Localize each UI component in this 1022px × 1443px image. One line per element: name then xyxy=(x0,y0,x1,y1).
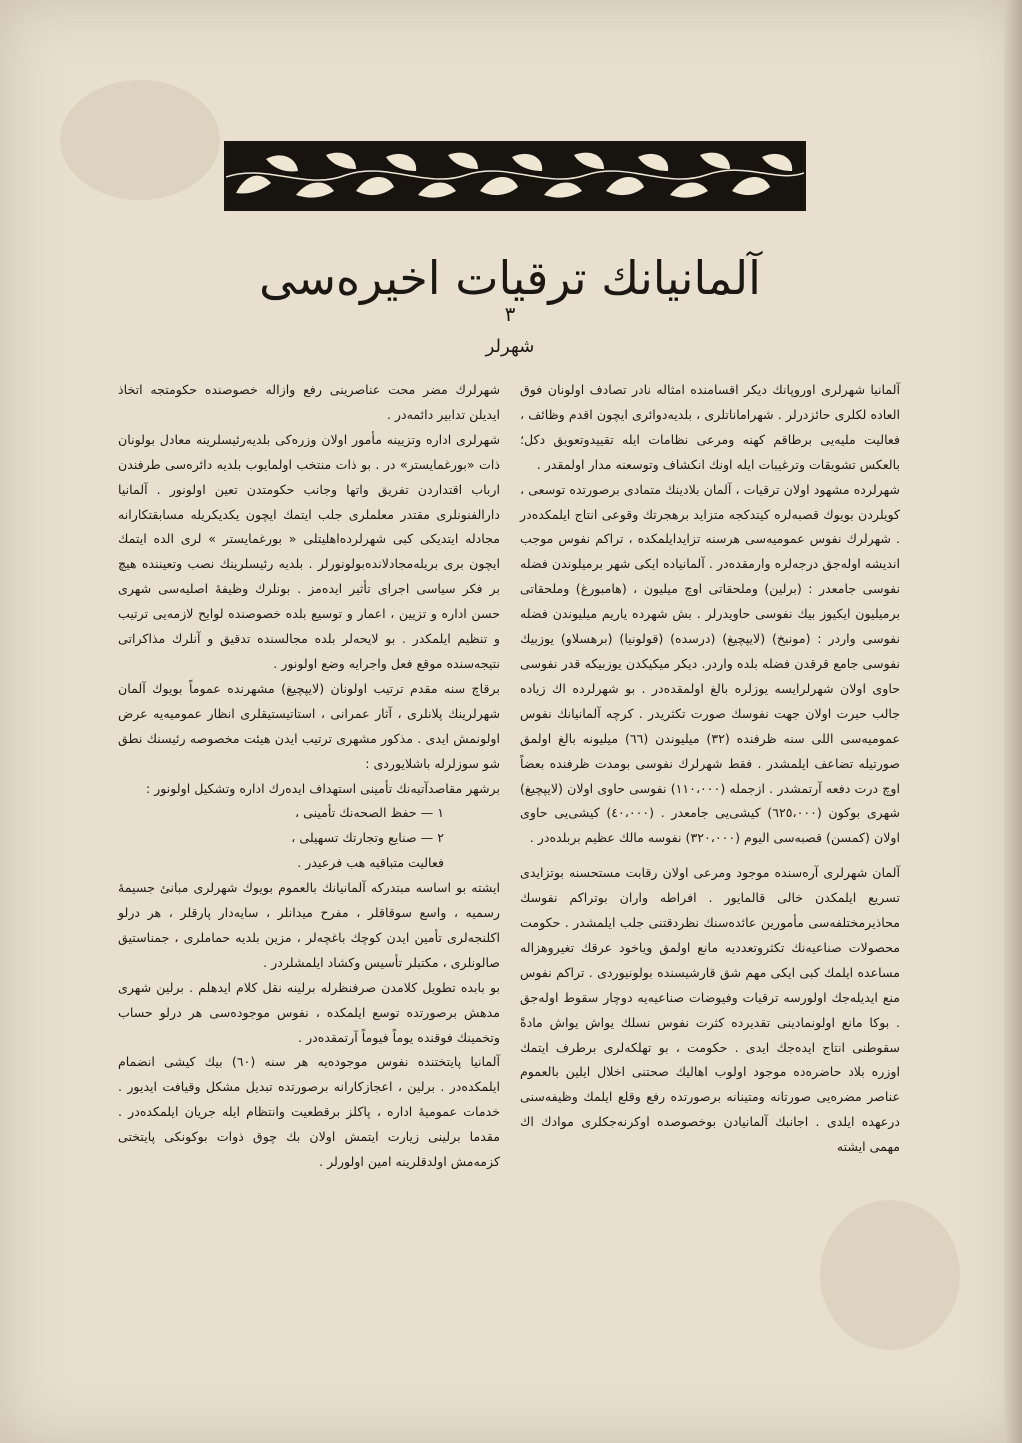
left-column xyxy=(118,378,500,1175)
article-subtitle: شهرلر xyxy=(485,336,535,357)
paragraph: آلمانيا شهرلرى اوروپانك ديكر اقسامنده امثاله نادر تصادف اولونان فوق العاده لكلرى حائزدرلر . شهراماناتلرى ، بلديه‌دوائرى ايچون اقدم وظائف ، فعاليت مليه‌يى برطاقم كهنه ومرعى نظامات ايله تقييدوتعويق دكل؛ بالعكس تشويقات وترغيبات ايله اونك انكشاف وتوسعنه مدار اولمقدر . xyxy=(520,382,900,472)
list-item: ٢ — صنايع وتجارتك تسهيلى ، xyxy=(291,830,444,846)
paragraph: آلمانيا پايتختنده نفوس موجوده‌يه هر سنه (٦٠) بيك كيشى انضمام ايلمكده‌در . برلين ، اعجازكارانه برصورتده تبديل مشكل وقيافت ايديور . خدمات عموميهٔ اداره ، پاكلز برقطعيت وانتظام ايله جريان ايلمكده‌در . مقدما برلينى زيارت ايتمش اولان بك چوق ذوات بوكونكى پايتختى كزمه‌مش اولدقلرينه امين اولورلر . xyxy=(118,1054,500,1170)
page-edge xyxy=(1004,0,1022,1443)
list-item: ١ — حفظ الصحه‌نك تأمينى ، xyxy=(295,805,444,821)
paper-stain xyxy=(820,1200,960,1350)
paragraph: آلمان شهرلرى آره‌سنده موجود ومرعى اولان رقابت مستحسنه بوتزايدى تسريع ايلمكدن خالى قالمايور . افراطه واران بوتراكم نفوسك محاذيرمختلفه‌سى مأمورين عائده‌سنك نظردقتنى جلب ايلمشدر . حكومت محصولات صناعيه‌نك تكثروتعدديه مانع اولمق وياخود عرقك تغيروهزاله مساعده ايلمك كبى ايكى مهم شق قارشيسنده بولونيوردى . تراكم نفوس منع ايديله‌جك اولورسه ترقيات وفيوضات صناعيه‌يه دوچار سقوط اوله‌جق . بوكا مانع اولونمادينى تقديرده كثرت نفوس نسلك يواش يواش مادةً سقوطنى انتاج ايده‌جك ايدى . حكومت ، بو تهلكه‌لرى برطرف ايتمك اوزره بلاد حاضره‌ده موجود اولوب اهاليك صحتنى اخلال ايلين بالعموم عناصر مضره‌يى صورتانه ومتينانه برصورتده رفع وقلع ايلمك وظيفه‌سنى درعهده ايلدى . اجانبك آلمانيادن بوخصوصده اوكرنه‌جكلرى موادك اك مهمى ايشته xyxy=(520,865,900,1155)
paragraph: شهرلرده مشهود اولان ترقيات ، آلمان بلادينك متمادى برصورتده توسعى ، كويلردن بويوك قصبه‌لره كيتدكجه متزايد برهجرتك وقوعى انتاج ايلمكده‌در . شهرلرك نفوس عموميه‌سى هرسنه تزايدايلمكده ، تراكم نفوس موجب انديشه اوله‌جق درجه‌لره وارمقده‌در . آلمانياده ايكى شهر برميلوندن فضله نفوسى جامعدر : (برلين) وملحقاتى اوچ ميليون ، (هامبورغ) وملحقاتى برميليون ايكيوز بيك نفوسى حاويدرلر . بش شهرده ياريم ميليوندن فضله نفوسى واردر : (مونيخ) (لايپچيغ) (درسده) (قولونيا) (برهسلاو) يوزبيك نفوسى جامع قرقدن فضله بلده واردر. ديكر ميكيكدن يوزبيكه قدر نفوسى حاوى اولان شهرلرايسه يوزلره بالغ اولمقده‌در . بو شهرلرده اك زياده جالب حيرت اولان جهت نفوسك صورت تكثريدر . كرچه آلمانيانك نفوس عموميه‌سى اللى سنه ظرفنده (٣٢) ميليوندن (٦٦) ميليونه بالغ اولمق صورتيله تضاعف ايلمشدر . فقط شهرلرك نفوسى بومدت ظرفنده بعضاً اوچ درت دفعه آرتمشدر . ازجمله (١١٠،٠٠٠) نفوسى حاوى اولان (لايپچيغ) شهرى بوكون (٦٢٥،٠٠٠) كيشى‌يى جامعدر . (٤٠،٠٠٠) كيشى‌يى حاوى اولان (كمسن) قصبه‌سى اليوم (٣٢٠،٠٠٠) نفوسه مالك عظيم بربلده‌در . xyxy=(520,481,900,846)
part-number: ٣ xyxy=(504,302,516,326)
paper-stain xyxy=(60,80,220,200)
paragraph: شهرلرك مضر محت عناصرينى رفع وازاله خصوصنده حكومتجه اتخاذ ايديلن تدابير دائمه‌در . xyxy=(118,382,500,422)
right-column xyxy=(520,378,900,1160)
paragraph: شهرلرى اداره وتزيينه مأمور اولان وزره‌كى بلديه‌رئيسلرينه معادل بولونان ذات «بورغمايستر» در . بو ذات منتخب اولمايوب بلديه دائره‌سى طرفندن ارباب اقتداردن تفريق واتها وجانب حكومتدن تعين اولونور . آلمانيا دارالفنونلرى مقتدر معلملرى جلب ايتمك ايچون يكديكريله مسابقتكارانه مجادله ايتديكى كبى شهرلرده‌اهليتلى « بورغمايستر » لرى الده ايتمك ايچون برى بريله‌مجادلانده‌بولونورلر . بلديه رئيسلرينك نصب وتعيننده هيچ بر فكر سياسى اجراى تأثير ايده‌مز . بونلرك وظيفهٔ اصليه‌سى شهرى حسن اداره و تزيين ، اعمار و توسيع بلده خصوصنده لوايح لازمه‌يى ترتيب و تنظيم ايلمكدر . بو لايحه‌لر بلده مجالسنده تدقيق و آنلرك مذاكراتى نتيجه‌سنده موقع فعل واجرايه وضع اولونور . xyxy=(118,431,500,671)
article-title: آلمانيانك ترقيات اخيره‌سى xyxy=(259,251,761,305)
paragraph: بو بابده تطويل كلامدن صرفنظرله برلينه نقل كلام ايدهلم . برلين شهرى مدهش برصورتده توسع ايلمكده ، نفوس موجوده‌سى هر درلو حساب وتخمينك فوقنده يوماً فيوماً آرتمقده‌در . xyxy=(118,979,500,1045)
list-item: فعاليت متباقيه هب فرعيدر . xyxy=(297,855,444,871)
decorative-leaf-banner xyxy=(224,141,806,211)
paragraph: ايشته بو اساسه مبتدركه آلمانيانك بالعموم بويوك شهرلرى مبانئ جسيمهٔ رسميه ، واسع سوقاقلر ، مفرح ميدانلر ، سايه‌دار پارقلر ، هر درلو اكلنجه‌لرى تأمين ايدن كوچك باغچه‌لر ، مزين بلديه حماملرى ، جمناستيق صالونلرى ، مكتبلر تأسيس وكشاد ايلمشلردر . xyxy=(118,880,500,970)
paragraph: برقاچ سنه مقدم ترتيب اولونان (لايپچيغ) مشهرنده عموماً بويوك آلمان شهرلرينك پلانلرى ، آثار عمرانى ، استاتيستيقلرى انظار عموميه‌يه عرض اولونمش ايدى . مذكور مشهرى ترتيب ايدن هيئت مخصوصه رئيسنك نطق شو سوزلرله باشلايوردى : xyxy=(118,680,500,771)
paragraph: برشهر مقاصدآتيه‌نك تأمينى استهداف ايده‌رك اداره وتشكيل اولونور : xyxy=(145,780,500,796)
